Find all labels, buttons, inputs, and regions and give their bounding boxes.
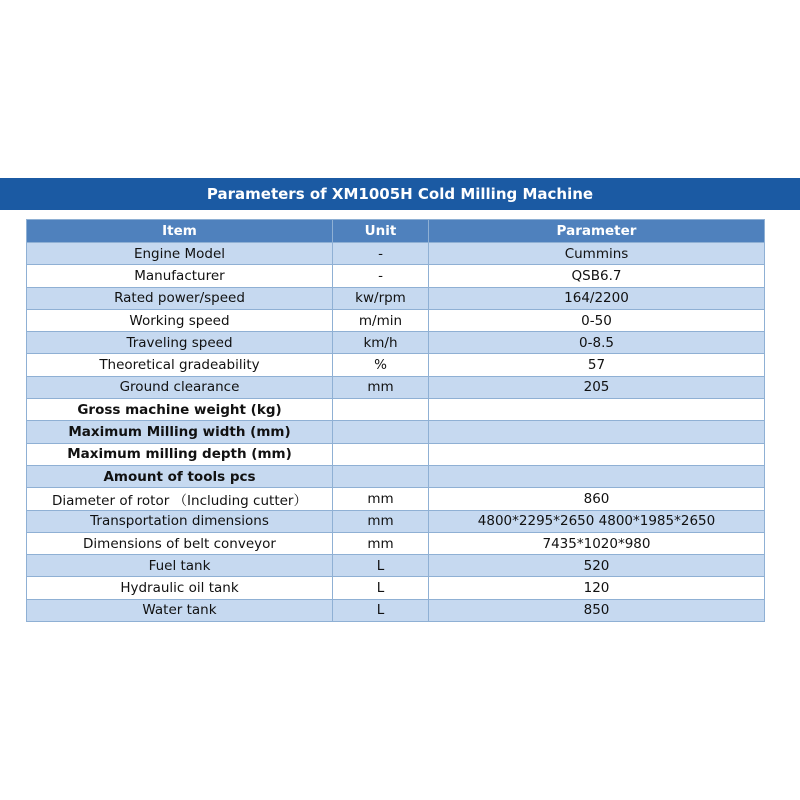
unit-cell xyxy=(333,399,429,421)
header-unit: Unit xyxy=(333,220,429,243)
header-parameter: Parameter xyxy=(429,220,765,243)
parameter-cell: Cummins xyxy=(429,243,765,265)
unit-cell: m/min xyxy=(333,309,429,331)
item-cell: Fuel tank xyxy=(27,555,333,577)
unit-cell: kw/rpm xyxy=(333,287,429,309)
table-row xyxy=(27,332,765,354)
table-row xyxy=(27,265,765,287)
item-cell: Engine Model xyxy=(27,243,333,265)
header-item: Item xyxy=(27,220,333,243)
table-row xyxy=(27,532,765,554)
item-cell: Amount of tools pcs xyxy=(27,465,333,487)
parameters-table xyxy=(26,219,765,622)
table-row xyxy=(27,599,765,621)
table-row xyxy=(27,309,765,331)
unit-cell: L xyxy=(333,599,429,621)
parameter-cell: 4800*2295*2650 4800*1985*2650 xyxy=(429,510,765,532)
table-row xyxy=(27,243,765,265)
unit-cell xyxy=(333,465,429,487)
parameter-cell: 850 xyxy=(429,599,765,621)
parameter-cell: QSB6.7 xyxy=(429,265,765,287)
table-header-row xyxy=(27,220,765,243)
unit-cell: % xyxy=(333,354,429,376)
item-cell: Working speed xyxy=(27,309,333,331)
table-row xyxy=(27,287,765,309)
parameter-cell: 164/2200 xyxy=(429,287,765,309)
parameter-cell: 860 xyxy=(429,488,765,510)
item-cell: Dimensions of belt conveyor xyxy=(27,532,333,554)
item-cell: Transportation dimensions xyxy=(27,510,333,532)
parameter-cell xyxy=(429,421,765,443)
table-row xyxy=(27,376,765,398)
item-cell: Diameter of rotor （Including cutter） xyxy=(27,488,333,510)
item-cell: Maximum milling depth (mm) xyxy=(27,443,333,465)
unit-cell: mm xyxy=(333,510,429,532)
table-row xyxy=(27,555,765,577)
table-row xyxy=(27,354,765,376)
item-cell: Theoretical gradeability xyxy=(27,354,333,376)
unit-cell xyxy=(333,421,429,443)
parameter-cell: 120 xyxy=(429,577,765,599)
unit-cell: mm xyxy=(333,532,429,554)
parameter-cell: 520 xyxy=(429,555,765,577)
table-body xyxy=(27,243,765,622)
item-cell: Traveling speed xyxy=(27,332,333,354)
parameter-cell: 57 xyxy=(429,354,765,376)
table-row xyxy=(27,465,765,487)
unit-cell: mm xyxy=(333,488,429,510)
item-cell: Hydraulic oil tank xyxy=(27,577,333,599)
page-title: Parameters of XM1005H Cold Milling Machine xyxy=(0,178,800,210)
table-row xyxy=(27,399,765,421)
item-cell: Manufacturer xyxy=(27,265,333,287)
unit-cell: - xyxy=(333,265,429,287)
unit-cell: L xyxy=(333,577,429,599)
item-cell: Ground clearance xyxy=(27,376,333,398)
parameter-cell xyxy=(429,443,765,465)
table-row xyxy=(27,421,765,443)
item-cell: Water tank xyxy=(27,599,333,621)
unit-cell: km/h xyxy=(333,332,429,354)
table-row xyxy=(27,577,765,599)
unit-cell: mm xyxy=(333,376,429,398)
item-cell: Rated power/speed xyxy=(27,287,333,309)
item-cell: Gross machine weight (kg) xyxy=(27,399,333,421)
unit-cell: L xyxy=(333,555,429,577)
parameter-cell: 0-50 xyxy=(429,309,765,331)
parameter-cell xyxy=(429,465,765,487)
parameters-table-container xyxy=(26,219,764,622)
unit-cell: - xyxy=(333,243,429,265)
parameter-cell: 205 xyxy=(429,376,765,398)
parameter-cell xyxy=(429,399,765,421)
parameter-cell: 7435*1020*980 xyxy=(429,532,765,554)
unit-cell xyxy=(333,443,429,465)
parameter-cell: 0-8.5 xyxy=(429,332,765,354)
item-cell: Maximum Milling width (mm) xyxy=(27,421,333,443)
table-row xyxy=(27,443,765,465)
table-row xyxy=(27,488,765,510)
table-row xyxy=(27,510,765,532)
